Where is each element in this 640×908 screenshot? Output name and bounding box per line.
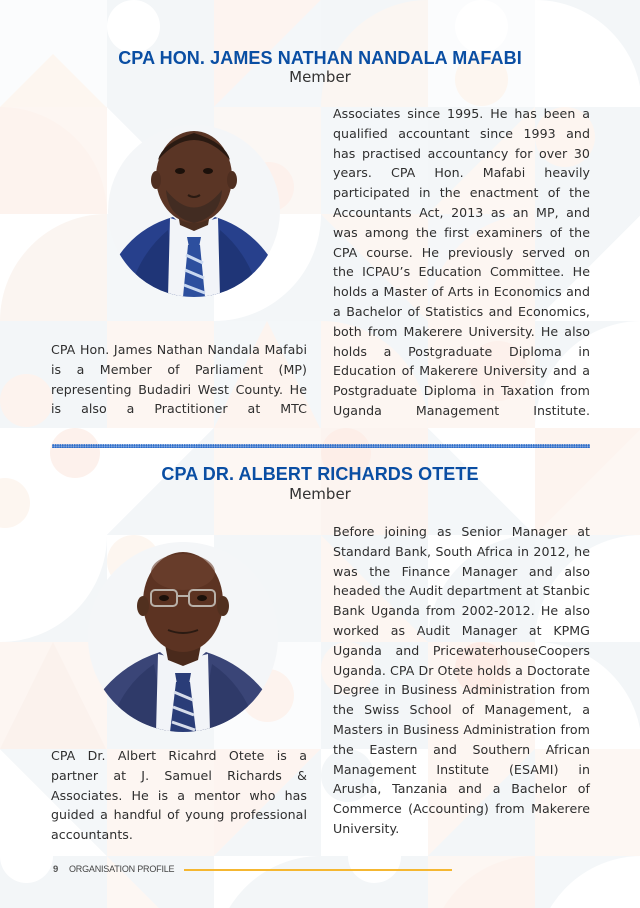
bio-details: Before joining as Senior Manager at Standard Bank, South Africa in 2012, he was the Finance Manager and also headed the Audit department at Stanbic Bank Uganda from 2002-2012. He also worked as Audit Manager at KPMG Uganda and PricewaterhouseCoopers Uganda. CPA Dr Otete holds a Doctorate Degree in Business Administration from the Swiss School of Management, a Masters in Business Administration from the Eastern and Southern African Management Institute (ESAMI) in Arusha, Tanzania and a Bachelor of Commerce (Accounting) from Makerere University.	[333, 524, 591, 836]
profile-role: Member	[289, 68, 351, 86]
profile-name: CPA DR. ALBERT RICHARDS OTETE	[161, 464, 479, 484]
profile-role: Member	[289, 485, 351, 503]
portrait-photo	[88, 542, 278, 732]
person-portrait-icon	[88, 542, 278, 732]
section-label: ORGANISATION PROFILE	[69, 864, 175, 874]
person-portrait-icon	[108, 125, 280, 297]
bio-details: Associates since 1995. He has been a qualified accountant since 1993 and has practised accountancy for over 30 years. CPA Hon. Mafabi heavily participated in the enactment of the Accountants Act, 2013 as an MP, and was among the first examiners of the CPA course. He previously served on the ICPAU’s Education Committee. He holds a Master of Arts in Economics and a Bachelor of Statistics and Economics, both from Makerere University. He also holds a Postgraduate Diploma in Education of Makerere University and a Postgraduate Diploma in Taxation from Uganda Management Institute.	[333, 106, 590, 418]
bio-intro: CPA Dr. Albert Ricahrd Otete is a partner at J. Samuel Richards & Associates. He is a mentor who has guided a handful of young professional accountants.	[51, 748, 307, 843]
page-number: 9	[53, 864, 59, 875]
portrait-photo	[108, 125, 280, 297]
bio-intro: CPA Hon. James Nathan Nandala Mafabi is a Member of Parliament (MP) representing Budadiri West County. He is also a Practitioner at MTC	[51, 342, 307, 417]
footer-rule	[184, 869, 452, 871]
section-divider	[52, 444, 590, 448]
profile-name: CPA HON. JAMES NATHAN NANDALA MAFABI	[118, 48, 522, 68]
